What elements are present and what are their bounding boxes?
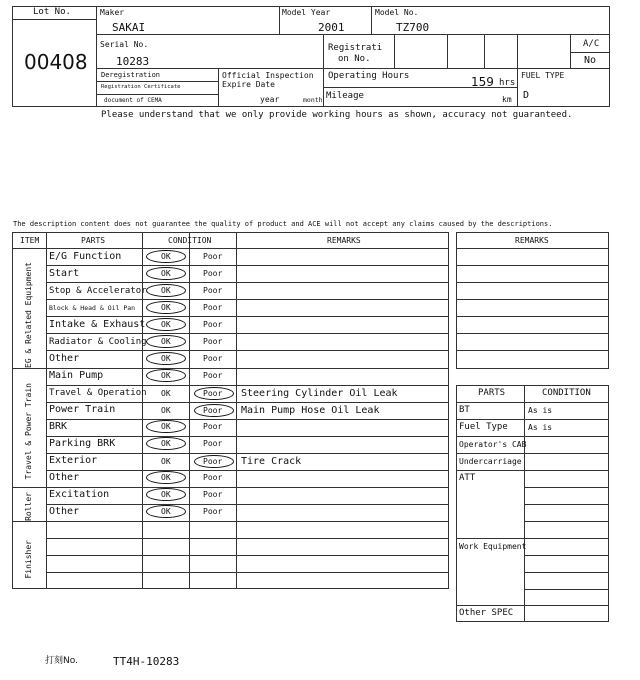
part-name: BRK (49, 421, 68, 432)
ok-label: OK (161, 303, 171, 312)
ok-circle-mark (146, 505, 186, 518)
model-year-value: 2001 (318, 21, 345, 34)
ok-label: OK (161, 252, 171, 261)
serial-no-label: Serial No. (100, 40, 149, 49)
maker-label: Maker (100, 8, 125, 17)
poor-label: Poor (203, 286, 223, 295)
other-spec-label: Other SPEC (459, 608, 514, 618)
poor-label: Poor (203, 473, 223, 482)
ok-label: OK (161, 422, 171, 431)
ok-label: OK (161, 354, 171, 363)
right-part: ATT (459, 473, 476, 483)
right-part: Undercarriage (459, 457, 522, 466)
poor-label: Poor (203, 406, 223, 415)
poor-label: Poor (203, 252, 223, 261)
part-name: Start (49, 268, 80, 279)
ok-label: OK (161, 269, 171, 278)
poor-label: Poor (203, 389, 223, 398)
ok-label: OK (161, 457, 171, 466)
part-name: Other (49, 506, 80, 517)
right-part: Operator's CAB (459, 440, 527, 449)
poor-label: Poor (203, 337, 223, 346)
model-no-label: Model No. (375, 8, 419, 17)
right-condition: As is (528, 423, 553, 432)
remark-text: Steering Cylinder Oil Leak (241, 388, 398, 399)
ok-circle-mark (146, 488, 186, 501)
ok-circle-mark (146, 267, 186, 280)
poor-label: Poor (203, 320, 223, 329)
poor-label: Poor (203, 422, 223, 431)
right-part: BT (459, 405, 470, 415)
year-label: year (260, 95, 280, 104)
fuel-type-value: D (523, 90, 530, 101)
ok-label: OK (161, 389, 171, 398)
group-label-finisher: Finisher (24, 540, 33, 579)
part-name: Parking BRK (49, 438, 116, 449)
group-label-roller: Roller (24, 492, 33, 521)
ok-label: OK (161, 406, 171, 415)
serial-no-value: 10283 (116, 55, 150, 68)
ok-label: OK (161, 439, 171, 448)
month-label: month (303, 96, 323, 104)
operating-hours-value: 159 (471, 75, 494, 89)
lot-no-value: 00408 (24, 50, 88, 74)
work-equipment-label: Work Equipment (459, 542, 527, 551)
ok-circle-mark (146, 335, 186, 348)
maker-value: SAKAI (112, 21, 146, 34)
ac-value: No (584, 55, 597, 66)
right-condition: As is (528, 406, 553, 415)
operating-hours-label: Operating Hours (328, 71, 410, 81)
km-unit: km (502, 95, 512, 104)
poor-label: Poor (203, 439, 223, 448)
ok-circle-mark (146, 369, 186, 382)
registration-label-2: on No. (338, 54, 371, 64)
part-name: Other (49, 353, 80, 364)
part-name: E/G Function (49, 251, 122, 262)
ok-circle-mark (146, 420, 186, 433)
part-name: Block & Head & Oil Pan (49, 304, 136, 312)
ok-circle-mark (146, 250, 186, 263)
ok-label: OK (161, 371, 171, 380)
remark-text: Main Pump Hose Oil Leak (241, 405, 380, 416)
accuracy-note: Please understand that we only provide working hours as shown, accuracy not guaranteed. (101, 110, 573, 120)
ok-label: OK (161, 337, 171, 346)
part-name: Travel & Operation (49, 388, 147, 398)
poor-circle-mark (194, 455, 234, 468)
condition-header: CONDITION (542, 388, 591, 398)
model-no-value: TZ700 (396, 21, 430, 34)
remark-text: Tire Crack (241, 456, 302, 467)
poor-circle-mark (194, 404, 234, 417)
ok-label: OK (161, 286, 171, 295)
ok-circle-mark (146, 437, 186, 450)
col-item-header: ITEM (20, 236, 40, 245)
deregistration-label: Deregistration (101, 71, 161, 79)
parts-header: PARTS (478, 388, 506, 398)
ok-label: OK (161, 507, 171, 516)
stamp-no-value: TT4H-10283 (113, 655, 180, 668)
part-name: Excitation (49, 489, 110, 500)
ok-circle-mark (146, 301, 186, 314)
ok-circle-mark (146, 471, 186, 484)
poor-label: Poor (203, 269, 223, 278)
poor-circle-mark (194, 387, 234, 400)
poor-label: Poor (203, 354, 223, 363)
ok-circle-mark (146, 352, 186, 365)
right-remarks-header: REMARKS (515, 236, 549, 245)
col-condition-header: CONDITION (168, 236, 212, 245)
model-year-label: Model Year (282, 8, 331, 17)
ok-label: OK (161, 320, 171, 329)
ok-circle-mark (146, 318, 186, 331)
mileage-label: Mileage (326, 91, 364, 101)
poor-label: Poor (203, 303, 223, 312)
ok-label: OK (161, 473, 171, 482)
lot-no-label: Lot No. (33, 7, 71, 17)
right-part: Fuel Type (459, 422, 508, 432)
registration-certificate-label: Registration Certificate (101, 84, 181, 90)
cema-document-label: document of CEMA (104, 97, 162, 104)
fuel-type-label: FUEL TYPE (521, 71, 565, 80)
inspection-label-2: Expire Date (222, 80, 275, 89)
inspection-label: Official Inspection (222, 71, 314, 80)
part-name: Stop & Accelerator (49, 286, 147, 296)
part-name: Other (49, 472, 80, 483)
ac-label: A/C (583, 39, 600, 49)
ok-label: OK (161, 490, 171, 499)
registration-label: Registrati (328, 43, 383, 53)
col-remarks-header: REMARKS (327, 236, 361, 245)
part-name: Radiator & Cooling (49, 337, 147, 347)
poor-label: Poor (203, 371, 223, 380)
part-name: Intake & Exhaust (49, 319, 146, 330)
disclaimer: The description content does not guarantee the quality of product and ACE will not accept any claims caused by the descriptions. (13, 220, 553, 228)
part-name: Main Pump (49, 370, 104, 381)
stamp-no-label: 打刻No. (45, 656, 78, 666)
ok-circle-mark (146, 284, 186, 297)
poor-label: Poor (203, 490, 223, 499)
col-parts-header: PARTS (81, 236, 106, 245)
poor-label: Poor (203, 457, 223, 466)
hrs-unit: hrs (499, 78, 516, 88)
group-label-travel: Travel & Power Train (24, 383, 33, 480)
part-name: Power Train (49, 404, 116, 415)
group-label-eg: EG & Related Equipment (24, 262, 33, 368)
part-name: Exterior (49, 455, 98, 466)
poor-label: Poor (203, 507, 223, 516)
